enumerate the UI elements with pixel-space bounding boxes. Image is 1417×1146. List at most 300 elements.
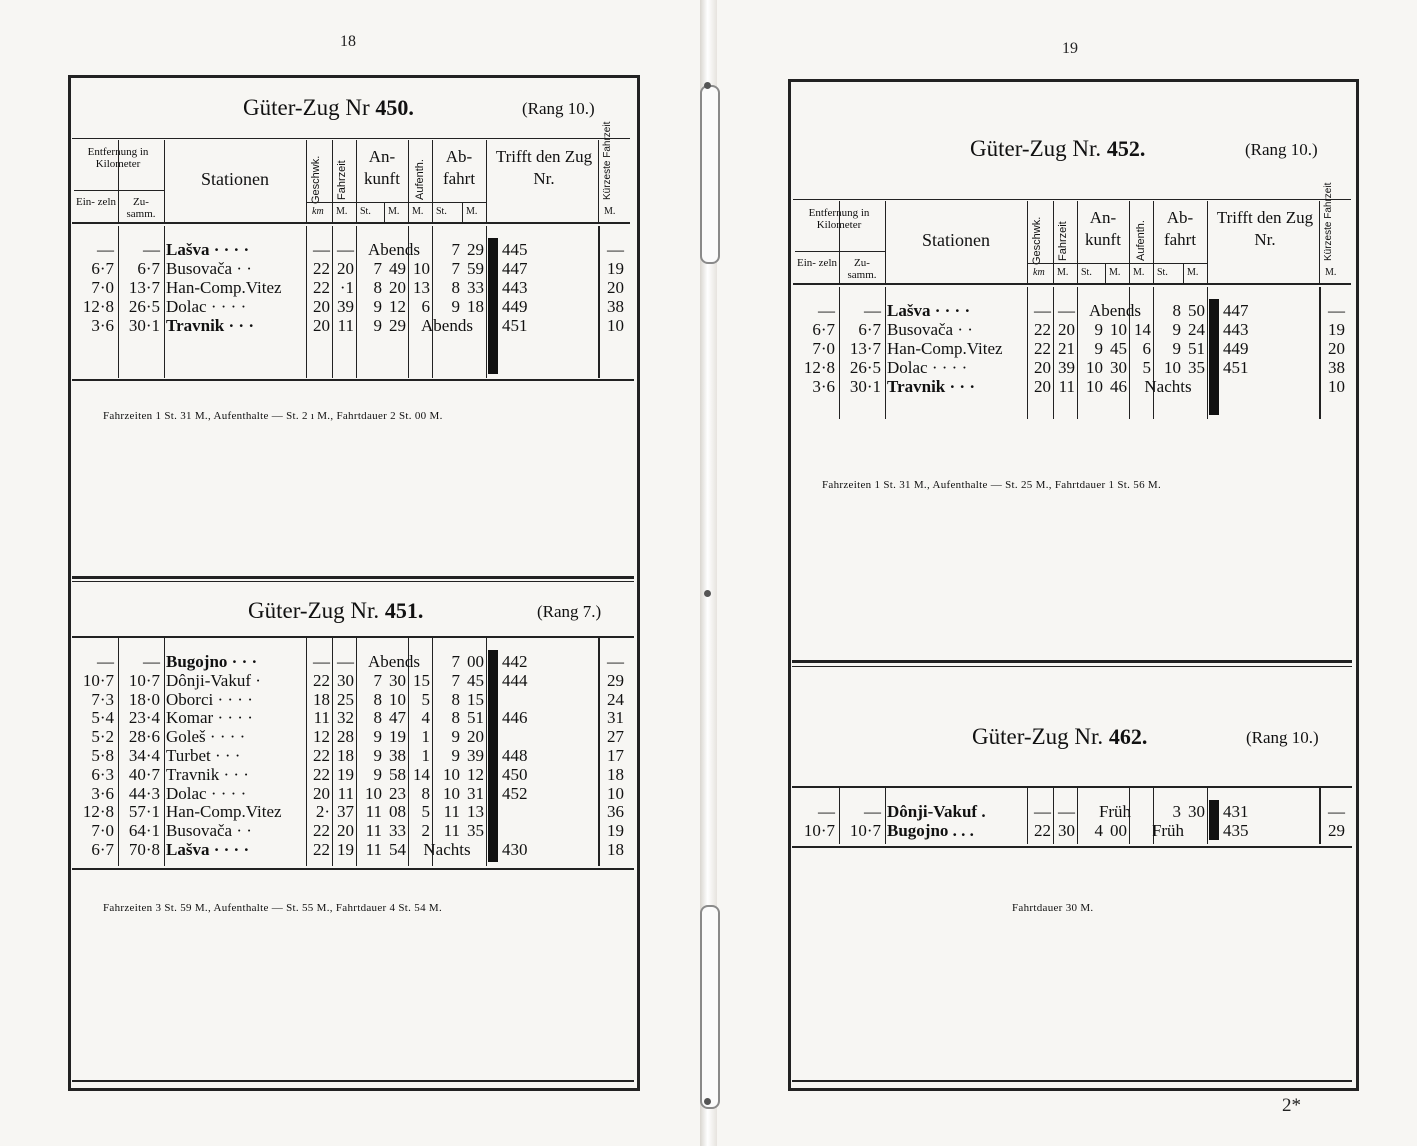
- table-2-header-distance-rule: [795, 251, 885, 252]
- right-divider: [792, 660, 1352, 663]
- table-1-row-5-kurz: 17: [607, 746, 624, 765]
- table-3-row-1-anSt: 4: [1094, 821, 1103, 840]
- table-0-unit-m: M.: [388, 206, 400, 217]
- table-0-row-2-stat: Han-Comp.Vitez: [166, 278, 282, 297]
- table-1-row-0-gesch: —: [313, 652, 330, 671]
- binding-hole: [704, 590, 711, 597]
- table-0-row-1-gesch: 22: [313, 259, 330, 278]
- table-0-row-0-trifft: 445: [502, 240, 528, 259]
- table-1-row-3-kurz: 31: [607, 708, 624, 728]
- table-2-row-3-abM: 35: [1188, 358, 1205, 377]
- table-0-header-col-sep: [486, 140, 487, 222]
- table-0-header-travel-time: Fahrzeit: [336, 160, 348, 200]
- table-0-row-1-abM: 59: [467, 259, 484, 278]
- train-summary-1: Fahrzeiten 3 St. 59 M., Aufenthalte — St. 55 M., Fahrtdauer 4 St. 54 M.: [103, 902, 443, 914]
- table-2-row-3-zus: 26·5: [849, 358, 881, 377]
- table-0-row-4-gesch: 20: [313, 316, 330, 335]
- table-1-row-1-auf: 15: [413, 670, 430, 690]
- table-2-header-col-sep: [1183, 263, 1184, 283]
- table-2-row-0-abM: 50: [1188, 301, 1205, 320]
- table-2-unit-m: M.: [1109, 267, 1121, 278]
- table-1-row-3-zus: 23·4: [128, 708, 160, 728]
- table-0-row-0-stat: Lašva · · · ·: [166, 240, 250, 259]
- table-2-row-4-ein: 3·6: [812, 377, 835, 396]
- table-2-row-1-auf: 14: [1134, 320, 1151, 339]
- table-1-row-1-gesch: 22: [313, 670, 330, 690]
- table-0-row-2-anM: 20: [389, 278, 406, 297]
- table-2-header-top-rule: [793, 199, 1351, 200]
- table-2-header-col-sep: [1207, 201, 1208, 283]
- table-0-row-1-auf: 10: [413, 259, 430, 278]
- table-1-row-9-stat: Busovača · ·: [166, 821, 252, 841]
- table-1-row-4-zus: 28·6: [128, 727, 160, 747]
- table-3-meets-bar: [1209, 800, 1219, 840]
- table-0-row-3-stat: Dolac · · · ·: [166, 297, 247, 316]
- table-0-row-2-kurz: 20: [607, 278, 624, 297]
- table-1-row-2-zus: 18·0: [128, 689, 160, 709]
- table-1-row-2-abSt: 8: [451, 689, 460, 709]
- table-1-row-7-fahr: 11: [337, 783, 354, 803]
- table-2-row-1-kurz: 19: [1328, 320, 1345, 339]
- table-2-header-col-sep: [1027, 201, 1028, 283]
- table-2-header-travel-time: Fahrzeit: [1057, 221, 1069, 261]
- table-2-row-2-ein: 7·0: [812, 339, 835, 358]
- table-0-header-col-sep: [408, 140, 409, 222]
- left-page-bottom-rule: [72, 1080, 634, 1082]
- table-0-row-1-ein: 6·7: [91, 259, 114, 278]
- table-0-row-1-kurz: 19: [607, 259, 624, 278]
- table-0-header-arrival: An- kunft: [364, 147, 400, 188]
- table-2-row-2-auf: 6: [1142, 339, 1151, 358]
- table-3-row-1-kurz: 29: [1328, 821, 1345, 840]
- train-rank-0: (Rang 10.): [522, 99, 595, 118]
- table-0-row-0-anSt: Abends: [368, 240, 420, 259]
- page-number-right: 19: [1062, 40, 1078, 57]
- table-0-row-2-trifft: 443: [502, 278, 528, 297]
- table-2-row-1-zus: 6·7: [858, 320, 881, 339]
- table-2-row-0-zus: —: [864, 301, 881, 320]
- table-1-row-4-anM: 19: [389, 727, 406, 747]
- table-1-top-rule: [72, 636, 634, 638]
- table-1-row-4-stat: Goleš · · · ·: [166, 727, 246, 747]
- table-1-row-5-ein: 5·8: [91, 746, 114, 765]
- table-0-header-col-sep: [384, 202, 385, 222]
- left-divider-thin: [72, 581, 634, 582]
- table-1-row-3-anSt: 8: [373, 708, 382, 728]
- table-0-row-1-abSt: 7: [451, 259, 460, 278]
- table-0-row-3-anSt: 9: [373, 297, 382, 316]
- table-2-row-2-abM: 51: [1188, 339, 1205, 358]
- table-1-row-8-ein: 12·8: [82, 802, 114, 822]
- train-summary-2: Fahrzeiten 1 St. 31 M., Aufenthalte — St. 25 M., Fahrtdauer 1 St. 56 M.: [822, 479, 1162, 491]
- table-2-header-stop: Aufenth.: [1135, 220, 1147, 261]
- table-0-header-speed: Geschwk.: [310, 155, 322, 204]
- table-2-header-distance: Entfernung in Kilometer: [808, 207, 870, 231]
- table-2-row-3-gesch: 20: [1034, 358, 1051, 377]
- table-2-row-2-zus: 13·7: [849, 339, 881, 358]
- table-2-row-4-anSt: 10: [1086, 377, 1103, 396]
- table-1-row-1-trifft: 444: [502, 670, 528, 690]
- table-3-row-1-ein: 10·7: [803, 821, 835, 840]
- table-1-row-0-fahr: —: [337, 652, 354, 671]
- table-1-row-6-anSt: 9: [373, 764, 382, 784]
- train-number: 450.: [375, 95, 414, 120]
- table-2-row-0-kurz: —: [1328, 301, 1345, 320]
- table-0-row-0-kurz: —: [607, 240, 624, 259]
- table-2-header-meets-train: Trifft den Zug Nr.: [1216, 208, 1314, 249]
- table-2-header-col-sep: [1319, 201, 1320, 283]
- table-1-row-8-fahr: 37: [337, 802, 354, 822]
- table-3-row-1-zus: 10·7: [849, 821, 881, 840]
- table-1-row-10-zus: 70·8: [128, 840, 160, 859]
- table-2-row-1-anM: 10: [1110, 320, 1127, 339]
- table-0-row-3-abM: 18: [467, 297, 484, 316]
- table-2-row-1-trifft: 443: [1223, 320, 1249, 339]
- table-1-row-7-trifft: 452: [502, 783, 528, 803]
- train-rank-3: (Rang 10.): [1246, 728, 1319, 747]
- table-0-row-3-anM: 12: [389, 297, 406, 316]
- table-1-row-8-anM: 08: [389, 802, 406, 822]
- table-2-row-4-gesch: 20: [1034, 377, 1051, 396]
- table-0-row-4-kurz: 10: [607, 316, 624, 335]
- table-1-row-9-abSt: 11: [443, 821, 460, 841]
- table-3-row-0-fahr: —: [1058, 802, 1075, 821]
- table-3-row-0-trifft: 431: [1223, 802, 1249, 821]
- table-1-row-8-gesch: 2·: [315, 802, 330, 822]
- table-0-row-1-fahr: 20: [337, 259, 354, 278]
- binding-stitch-bottom: [700, 905, 720, 1109]
- train-title-prefix: Güter-Zug Nr.: [248, 598, 385, 623]
- table-2-header-unit-rule: [1027, 263, 1207, 264]
- table-1-row-7-zus: 44·3: [128, 783, 160, 803]
- table-1-row-8-kurz: 36: [607, 802, 624, 822]
- table-3-row-0-gesch: —: [1034, 802, 1051, 821]
- table-0-row-0-gesch: —: [313, 240, 330, 259]
- train-title-prefix: Güter-Zug Nr.: [972, 724, 1109, 749]
- table-2-row-1-anSt: 9: [1094, 320, 1103, 339]
- table-2-row-3-trifft: 451: [1223, 358, 1249, 377]
- table-2-row-0-fahr: —: [1058, 301, 1075, 320]
- table-2-unit-st: St.: [1081, 267, 1092, 278]
- train-title-3: [972, 724, 1147, 750]
- table-2-header-shortest-time: Kürzeste Fahrzeit: [1323, 182, 1334, 261]
- table-2-row-0-gesch: —: [1034, 301, 1051, 320]
- table-0-row-2-abM: 33: [467, 278, 484, 297]
- table-1-row-2-ein: 7·3: [91, 689, 114, 709]
- table-1-row-5-anSt: 9: [373, 746, 382, 765]
- table-0-header-col-sep: [332, 140, 333, 222]
- table-0-row-3-abSt: 9: [451, 297, 460, 316]
- table-0-header-shortest-time: Kürzeste Fahrzeit: [602, 121, 613, 200]
- table-0-row-3-ein: 12·8: [82, 297, 114, 316]
- table-2-row-1-fahr: 20: [1058, 320, 1075, 339]
- table-2-row-1-ein: 6·7: [812, 320, 835, 339]
- table-1-meets-bar: [488, 650, 498, 862]
- table-1-row-8-zus: 57·1: [128, 802, 160, 822]
- table-2-row-3-auf: 5: [1142, 358, 1151, 377]
- table-0-row-3-fahr: 39: [337, 297, 354, 316]
- table-3-col-sep: [1207, 788, 1208, 844]
- table-2-row-3-ein: 12·8: [803, 358, 835, 377]
- table-3-row-1-stat: Bugojno . . .: [887, 821, 974, 840]
- table-2-row-3-anSt: 10: [1086, 358, 1103, 377]
- table-1-row-1-anM: 30: [389, 670, 406, 690]
- table-3-row-0-anSt: Früh: [1098, 802, 1132, 821]
- table-1-row-3-stat: Komar · · · ·: [166, 708, 253, 728]
- table-1-row-2-abM: 15: [467, 689, 484, 709]
- table-1-row-2-anM: 10: [389, 689, 406, 709]
- table-2-row-3-fahr: 39: [1058, 358, 1075, 377]
- table-1-row-4-auf: 1: [421, 727, 430, 747]
- table-1-row-1-abSt: 7: [451, 670, 460, 690]
- table-0-row-4-ein: 3·6: [91, 316, 114, 335]
- train-title-2: [970, 136, 1145, 162]
- table-1-row-7-auf: 8: [421, 783, 430, 803]
- table-2-row-2-abSt: 9: [1172, 339, 1181, 358]
- table-1-row-10-anSt: 11: [365, 840, 382, 859]
- table-1-row-1-kurz: 29: [607, 670, 624, 690]
- table-3-row-0-stat: Dônji-Vakuf .: [887, 802, 986, 821]
- table-1-row-2-stat: Oborci · · · ·: [166, 689, 253, 709]
- train-title-0: [243, 95, 414, 121]
- table-2-row-0-anSt: Abends: [1089, 301, 1141, 320]
- table-1-row-7-anM: 23: [389, 783, 406, 803]
- table-2-row-4-zus: 30·1: [849, 377, 881, 396]
- table-2-unit-km: km: [1033, 267, 1045, 278]
- table-2-header-col-sep: [1053, 201, 1054, 283]
- table-0-row-2-anSt: 8: [373, 278, 382, 297]
- table-1-row-2-fahr: 25: [337, 689, 354, 709]
- train-number: 452.: [1106, 136, 1146, 161]
- table-2-header-distance-single: Ein- zeln: [796, 257, 837, 269]
- table-2-meets-bar: [1209, 299, 1219, 415]
- table-2-header-bottom-rule: [793, 283, 1351, 285]
- table-1-row-9-gesch: 22: [313, 821, 330, 841]
- table-2-col-sep: [1207, 287, 1208, 419]
- table-1-row-4-ein: 5·2: [91, 727, 114, 747]
- table-1-row-1-abM: 45: [467, 670, 484, 690]
- table-3-bottom-rule: [792, 846, 1352, 848]
- table-2-row-2-trifft: 449: [1223, 339, 1249, 358]
- train-title-1: [248, 598, 423, 624]
- table-1-row-7-kurz: 10: [607, 783, 624, 803]
- table-2-header-col-sep: [1129, 201, 1130, 283]
- table-2-row-0-ein: —: [818, 301, 835, 320]
- train-title-prefix: Güter-Zug Nr.: [970, 136, 1107, 161]
- table-0-header-unit-rule: [306, 202, 486, 203]
- table-0-unit-km: km: [312, 206, 324, 217]
- signature-mark: 2*: [1282, 1095, 1301, 1116]
- table-1-row-3-auf: 4: [421, 708, 430, 728]
- table-3-row-1-gesch: 22: [1034, 821, 1051, 840]
- table-1-row-9-anSt: 11: [365, 821, 382, 841]
- table-1-row-4-abM: 20: [467, 727, 484, 747]
- table-1-row-6-stat: Travnik · · ·: [166, 764, 249, 784]
- table-1-row-0-abM: 00: [467, 652, 484, 671]
- table-0-col-sep: [486, 226, 487, 378]
- table-1-row-4-anSt: 9: [373, 727, 382, 747]
- table-0-row-4-anM: 29: [389, 316, 406, 335]
- table-1-row-7-abSt: 10: [443, 783, 460, 803]
- table-0-header-stations: Stationen: [201, 169, 269, 189]
- table-2-row-2-kurz: 20: [1328, 339, 1345, 358]
- table-2-row-2-fahr: 21: [1058, 339, 1075, 358]
- table-0-row-0-ein: —: [97, 240, 114, 259]
- table-0-row-4-anSt: 9: [373, 316, 382, 335]
- table-2-row-3-stat: Dolac · · · ·: [887, 358, 968, 377]
- table-2-row-1-stat: Busovača · ·: [887, 320, 973, 339]
- table-1-row-10-anM: 54: [389, 840, 406, 859]
- table-0-row-3-auf: 6: [421, 297, 430, 316]
- table-2-row-2-stat: Han-Comp.Vitez: [887, 339, 1003, 358]
- table-2-unit-m: M.: [1325, 267, 1337, 278]
- table-0-header-distance: Entfernung in Kilometer: [87, 146, 149, 170]
- table-2-header-departure: Ab- fahrt: [1163, 208, 1197, 249]
- left-divider: [72, 576, 634, 579]
- table-1-row-3-fahr: 32: [337, 708, 354, 728]
- table-1-row-10-auf: Nachts: [423, 840, 471, 859]
- table-1-row-2-auf: 5: [421, 689, 430, 709]
- table-0-header-bottom-rule: [72, 222, 630, 224]
- table-0-row-0-abSt: 7: [451, 240, 460, 259]
- table-1-row-7-gesch: 20: [313, 783, 330, 803]
- table-1-row-5-abM: 39: [467, 746, 484, 765]
- train-rank-1: (Rang 7.): [537, 602, 602, 621]
- table-2-row-3-anM: 30: [1110, 358, 1127, 377]
- table-0-header-top-rule: [72, 138, 630, 139]
- left-page-frame: [68, 75, 640, 1091]
- table-1-row-5-gesch: 22: [313, 746, 330, 765]
- table-1-row-5-stat: Turbet · · ·: [166, 746, 241, 765]
- table-0-row-0-zus: —: [143, 240, 160, 259]
- table-2-row-4-anM: 46: [1110, 377, 1127, 396]
- table-0-row-4-trifft: 451: [502, 316, 528, 335]
- table-0-row-3-zus: 26·5: [128, 297, 160, 316]
- table-1-row-5-abSt: 9: [451, 746, 460, 765]
- table-2-header-distance-total: Zu- samm.: [847, 257, 877, 281]
- table-0-header-meets-train: Trifft den Zug Nr.: [495, 147, 593, 188]
- table-3-row-0-zus: —: [864, 802, 881, 821]
- table-1-row-5-auf: 1: [421, 746, 430, 765]
- table-1-row-9-anM: 33: [389, 821, 406, 841]
- table-0-row-1-zus: 6·7: [137, 259, 160, 278]
- table-0-bottom-rule: [72, 379, 634, 381]
- table-0-row-1-trifft: 447: [502, 259, 528, 278]
- table-1-row-5-zus: 34·4: [128, 746, 160, 765]
- table-1-row-1-zus: 10·7: [128, 670, 160, 690]
- table-0-header-distance-single: Ein- zeln: [75, 196, 116, 208]
- table-1-row-7-stat: Dolac · · · ·: [166, 783, 247, 803]
- table-1-row-6-kurz: 18: [607, 764, 624, 784]
- table-1-row-4-abSt: 9: [451, 727, 460, 747]
- table-2-unit-st: St.: [1157, 267, 1168, 278]
- table-1-row-3-anM: 47: [389, 708, 406, 728]
- table-3-row-0-ein: —: [818, 802, 835, 821]
- table-2-unit-m: M.: [1057, 267, 1069, 278]
- table-1-row-10-fahr: 19: [337, 840, 354, 859]
- table-0-header-col-sep: [432, 140, 433, 222]
- table-1-row-0-trifft: 442: [502, 652, 528, 671]
- table-1-row-7-ein: 3·6: [91, 783, 114, 803]
- table-1-row-8-abSt: 11: [443, 802, 460, 822]
- table-0-row-1-anSt: 7: [373, 259, 382, 278]
- table-0-row-2-auf: 13: [413, 278, 430, 297]
- table-1-row-6-zus: 40·7: [128, 764, 160, 784]
- table-0-header-col-sep: [306, 140, 307, 222]
- binding-stitch-top: [700, 85, 720, 264]
- table-1-row-5-fahr: 18: [337, 746, 354, 765]
- table-0-unit-m: M.: [412, 206, 424, 217]
- table-2-row-1-abM: 24: [1188, 320, 1205, 339]
- table-1-row-6-auf: 14: [413, 764, 430, 784]
- table-1-row-10-stat: Lašva · · · ·: [166, 840, 250, 859]
- table-2-unit-m: M.: [1187, 267, 1199, 278]
- table-2-row-2-anM: 45: [1110, 339, 1127, 358]
- table-1-row-9-abM: 35: [467, 821, 484, 841]
- table-1-row-7-abM: 31: [467, 783, 484, 803]
- binding-hole: [704, 82, 711, 89]
- table-1-row-1-anSt: 7: [373, 670, 382, 690]
- train-title-prefix: Güter-Zug Nr: [243, 95, 376, 120]
- table-0-unit-st: St.: [360, 206, 371, 217]
- table-3-top-rule: [792, 786, 1352, 788]
- table-0-row-0-fahr: —: [337, 240, 354, 259]
- table-2-row-0-trifft: 447: [1223, 301, 1249, 320]
- table-1-row-0-stat: Bugojno · · ·: [166, 652, 258, 671]
- table-3-row-0-abM: 30: [1188, 802, 1205, 821]
- table-1-row-5-anM: 38: [389, 746, 406, 765]
- table-0-row-3-gesch: 20: [313, 297, 330, 316]
- table-0-row-2-abSt: 8: [451, 278, 460, 297]
- table-3-row-0-kurz: —: [1328, 802, 1345, 821]
- table-1-row-1-ein: 10·7: [82, 670, 114, 690]
- table-1-row-2-anSt: 8: [373, 689, 382, 709]
- table-1-row-6-gesch: 22: [313, 764, 330, 784]
- table-1-row-3-ein: 5·4: [91, 708, 114, 728]
- train-rank-2: (Rang 10.): [1245, 140, 1318, 159]
- table-1-row-9-zus: 64·1: [128, 821, 160, 841]
- table-1-row-3-gesch: 11: [313, 708, 330, 728]
- train-summary-0: Fahrzeiten 1 St. 31 M., Aufenthalte — St. 2 ı M., Fahrtdauer 2 St. 00 M.: [103, 410, 443, 422]
- table-2-row-0-stat: Lašva · · · ·: [887, 301, 971, 320]
- table-2-header-col-sep: [1153, 201, 1154, 283]
- table-1-row-0-kurz: —: [607, 652, 624, 671]
- table-0-header-distance-total: Zu- samm.: [126, 196, 156, 220]
- table-3-row-1-trifft: 435: [1223, 821, 1249, 840]
- table-1-row-6-ein: 6·3: [91, 764, 114, 784]
- table-0-row-3-kurz: 38: [607, 297, 624, 316]
- table-1-row-10-gesch: 22: [313, 840, 330, 859]
- table-0-unit-st: St.: [436, 206, 447, 217]
- table-0-row-0-abM: 29: [467, 240, 484, 259]
- table-1-row-3-abM: 51: [467, 708, 484, 728]
- table-1-row-8-abM: 13: [467, 802, 484, 822]
- table-2-row-3-kurz: 38: [1328, 358, 1345, 377]
- table-0-header-stop: Aufenth.: [414, 159, 426, 200]
- binding-hole: [704, 1098, 711, 1105]
- table-2-row-4-auf: Nachts: [1144, 377, 1192, 396]
- table-1-row-8-anSt: 11: [365, 802, 382, 822]
- table-0-row-3-trifft: 449: [502, 297, 528, 316]
- train-summary-3: Fahrtdauer 30 M.: [1012, 902, 1094, 914]
- table-1-row-5-trifft: 448: [502, 746, 528, 765]
- table-1-row-9-ein: 7·0: [91, 821, 114, 841]
- table-0-row-1-anM: 49: [389, 259, 406, 278]
- table-2-row-4-fahr: 11: [1058, 377, 1075, 396]
- table-2-row-4-kurz: 10: [1328, 377, 1345, 396]
- table-2-row-3-abSt: 10: [1164, 358, 1181, 377]
- table-1-row-10-trifft: 430: [502, 840, 528, 859]
